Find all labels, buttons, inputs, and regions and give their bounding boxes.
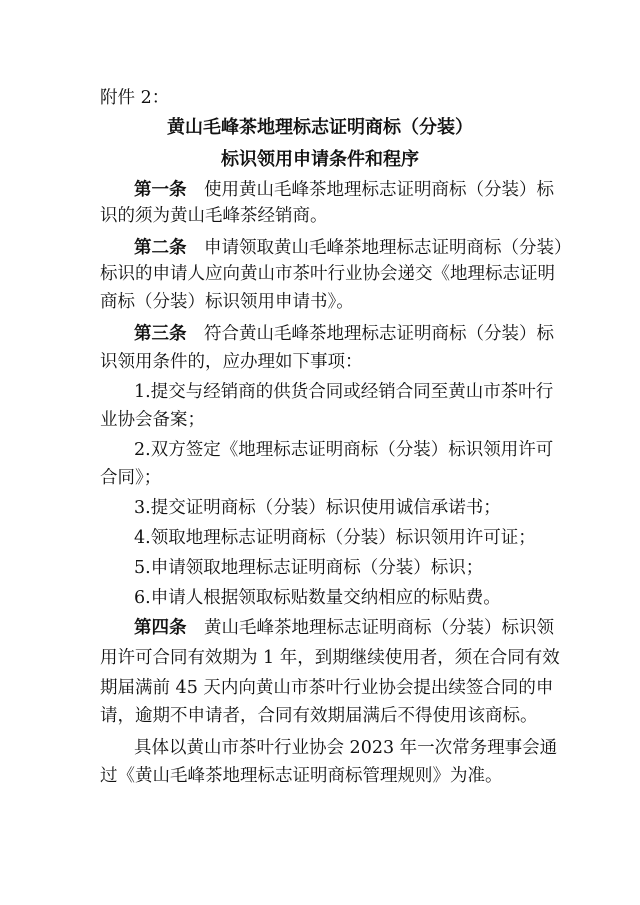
article-3-text: 符合黄山毛峰茶地理标志证明商标（分装）标 bbox=[204, 324, 554, 344]
article-2-text: 申请领取黄山毛峰茶地理标志证明商标（分装） bbox=[204, 238, 572, 258]
article-4-label: 第四条 bbox=[134, 618, 187, 638]
item-2-line-1: 2.双方签定《地理标志证明商标（分装）标识领用许可 bbox=[134, 440, 554, 460]
article-4-line-3: 期届满前 45 天内向黄山市茶叶行业协会提出续签合同的申 bbox=[100, 678, 554, 698]
item-3: 3.提交证明商标（分装）标识使用诚信承诺书； bbox=[134, 498, 501, 518]
article-1-label: 第一条 bbox=[134, 180, 187, 200]
item-1-line-2: 业协会备案； bbox=[100, 410, 205, 430]
article-3-label: 第三条 bbox=[134, 324, 187, 344]
doc-title-line-1: 黄山毛峰茶地理标志证明商标（分装） bbox=[167, 117, 473, 138]
item-1-line-1: 1.提交与经销商的供货合同或经销合同至黄山市茶叶行 bbox=[134, 382, 554, 402]
attachment-label: 附件 2： bbox=[100, 88, 170, 108]
article-1-text: 使用黄山毛峰茶地理标志证明商标（分装）标 bbox=[204, 180, 554, 200]
article-1-line-1 bbox=[134, 178, 554, 202]
article-2-line-1 bbox=[134, 236, 572, 260]
item-5: 5.申请领取地理标志证明商标（分装）标识； bbox=[134, 558, 484, 578]
article-2-line-2: 标识的申请人应向黄山市茶叶行业协会递交《地理标志证明 bbox=[100, 264, 555, 284]
item-6: 6.申请人根据领取标贴数量交纳相应的标贴费。 bbox=[134, 588, 501, 608]
article-3-line-1 bbox=[134, 322, 554, 346]
article-4-line-4: 请，逾期不申请者，合同有效期届满后不得使用该商标。 bbox=[100, 706, 538, 726]
item-4: 4.领取地理标志证明商标（分装）标识领用许可证； bbox=[134, 528, 536, 548]
article-4-line-2: 用许可合同有效期为 1 年，到期继续使用者，须在合同有效 bbox=[100, 648, 560, 668]
article-2-line-3: 商标（分装）标识领用申请书》。 bbox=[100, 292, 354, 312]
article-4-text: 黄山毛峰茶地理标志证明商标（分装）标识领 bbox=[204, 618, 554, 638]
item-2-line-2: 合同》； bbox=[100, 468, 162, 488]
article-4-line-1 bbox=[134, 616, 554, 640]
article-2-label: 第二条 bbox=[134, 238, 187, 258]
closing-line-1: 具体以黄山市茶叶行业协会 2023 年一次常务理事会通 bbox=[134, 738, 558, 758]
article-3-line-2: 识领用条件的，应办理如下事项： bbox=[100, 352, 363, 372]
doc-title-line-2: 标识领用申请条件和程序 bbox=[221, 149, 419, 170]
closing-line-2: 过《黄山毛峰茶地理标志证明商标管理规则》为准。 bbox=[100, 766, 503, 786]
article-1-line-2: 识的须为黄山毛峰茶经销商。 bbox=[100, 206, 328, 226]
